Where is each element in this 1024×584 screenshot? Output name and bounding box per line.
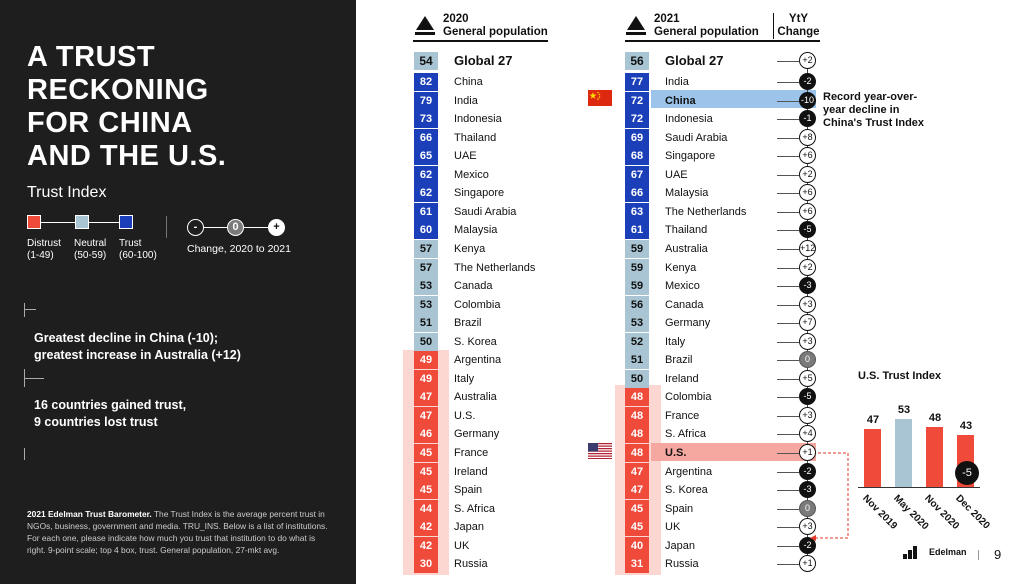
country-label: Japan xyxy=(454,521,484,534)
trust-value: 47 xyxy=(625,481,649,499)
change-connector xyxy=(777,323,799,324)
us-bar-value: 53 xyxy=(897,404,911,417)
trust-value: 51 xyxy=(414,314,438,332)
us-change-badge: -5 xyxy=(955,461,979,485)
change-badge: -3 xyxy=(799,277,816,294)
us-flag-icon xyxy=(588,443,612,459)
change-badge: +1 xyxy=(799,555,816,572)
trust-value: 61 xyxy=(625,221,649,239)
legend-neutral-label: Neutral (50-59) xyxy=(74,238,107,261)
change-plus-icon: + xyxy=(268,219,285,236)
change-badge: -10 xyxy=(799,92,816,109)
change-connector xyxy=(777,82,799,83)
trust-value: 53 xyxy=(414,277,438,295)
change-badge: +3 xyxy=(799,407,816,424)
trust-value: 59 xyxy=(625,277,649,295)
country-label: Malaysia xyxy=(454,224,498,237)
country-label: Argentina xyxy=(454,354,502,367)
change-badge: +6 xyxy=(799,184,816,201)
methodology-source: 2021 Edelman Trust Barometer. xyxy=(27,509,152,519)
legend-distrust-label: Distrust (1-49) xyxy=(27,238,61,261)
trust-value: 60 xyxy=(414,221,438,239)
col-2021-rule xyxy=(625,40,820,42)
edelman-logo: Edelman xyxy=(929,547,967,557)
change-badge: 0 xyxy=(799,351,816,368)
country-label: Kenya xyxy=(454,242,486,255)
country-label: Spain xyxy=(665,502,694,515)
country-label: The Netherlands xyxy=(454,261,536,274)
global-label: Global 27 xyxy=(454,53,513,68)
change-badge: +6 xyxy=(799,203,816,220)
country-label: Italy xyxy=(665,335,686,348)
change-connector xyxy=(777,138,799,139)
col-2020-rule xyxy=(413,40,548,42)
country-label: Russia xyxy=(665,558,699,571)
country-label: Canada xyxy=(454,280,493,293)
change-connector xyxy=(777,416,799,417)
change-badge: +2 xyxy=(799,52,816,69)
change-connector xyxy=(777,564,799,565)
finding-2: 16 countries gained trust, 9 countries lost trust xyxy=(34,398,187,429)
country-label: Spain xyxy=(454,484,483,497)
change-badge: 0 xyxy=(799,500,816,517)
country-label: Ireland xyxy=(454,465,488,478)
trust-value: 45 xyxy=(414,444,438,462)
global-value: 56 xyxy=(625,52,649,70)
country-label: S. Korea xyxy=(454,335,497,348)
country-label: Italy xyxy=(454,372,475,385)
change-badge: -2 xyxy=(799,463,816,480)
left-panel xyxy=(0,0,356,584)
pyramid-icon xyxy=(416,16,434,30)
change-connector xyxy=(777,490,799,491)
col-2021-header: 2021 General population xyxy=(654,13,759,38)
global-label: Global 27 xyxy=(665,53,724,68)
country-label: U.S. xyxy=(454,409,476,422)
trust-value: 63 xyxy=(625,203,649,221)
country-label: India xyxy=(665,76,689,88)
country-label: China xyxy=(665,94,696,107)
us-bar xyxy=(895,419,912,487)
trust-value: 61 xyxy=(414,203,438,221)
change-badge: +2 xyxy=(799,259,816,276)
trust-value: 77 xyxy=(625,73,649,91)
page-number: 9 xyxy=(994,547,1002,562)
us-bar xyxy=(864,429,881,487)
country-label: Indonesia xyxy=(665,113,713,126)
legend-trust-label: Trust (60-100) xyxy=(119,238,157,261)
change-badge: -2 xyxy=(799,537,816,554)
country-label: Ireland xyxy=(665,372,699,385)
country-label: Canada xyxy=(665,298,704,311)
finding-marker xyxy=(24,303,25,317)
change-connector xyxy=(777,527,799,528)
legend-connector xyxy=(41,222,75,223)
trust-value: 57 xyxy=(414,259,438,277)
change-badge: +3 xyxy=(799,333,816,350)
trust-value: 44 xyxy=(414,500,438,518)
trust-value: 40 xyxy=(625,537,649,555)
trust-value: 45 xyxy=(625,500,649,518)
trust-value: 66 xyxy=(414,129,438,147)
col-2020-header: 2020 General population xyxy=(443,13,548,38)
trust-value: 48 xyxy=(625,444,649,462)
change-connector xyxy=(777,212,799,213)
trust-value: 45 xyxy=(414,481,438,499)
country-label: Argentina xyxy=(665,465,713,478)
yty-change-header: YtY Change xyxy=(773,13,823,39)
trust-value: 59 xyxy=(625,240,649,258)
finding-marker xyxy=(24,378,44,379)
trust-value: 82 xyxy=(414,73,438,91)
trust-value: 47 xyxy=(414,407,438,425)
trust-value: 68 xyxy=(625,147,649,165)
trust-value: 65 xyxy=(414,147,438,165)
change-badge: +7 xyxy=(799,314,816,331)
trust-value: 42 xyxy=(414,518,438,536)
trust-value: 45 xyxy=(625,518,649,536)
change-connector xyxy=(777,509,799,510)
country-label: France xyxy=(454,447,489,459)
change-badge: +5 xyxy=(799,370,816,387)
change-minus-icon: - xyxy=(187,219,204,236)
change-badge: -3 xyxy=(799,481,816,498)
change-badge: +3 xyxy=(799,296,816,313)
change-badge: +12 xyxy=(799,240,816,257)
trust-value: 59 xyxy=(625,259,649,277)
country-label: S. Korea xyxy=(665,484,708,497)
country-label: France xyxy=(665,409,700,422)
trust-value: 48 xyxy=(625,388,649,406)
trust-value: 56 xyxy=(625,296,649,314)
change-connector xyxy=(777,119,799,120)
country-label: Singapore xyxy=(454,187,505,200)
global-value: 54 xyxy=(414,52,438,70)
country-label: Australia xyxy=(665,242,708,255)
legend-distrust-swatch xyxy=(27,215,41,229)
country-label: UK xyxy=(454,539,470,552)
country-label: Russia xyxy=(454,558,488,571)
us-bar-category: Dec 2020 xyxy=(953,493,992,532)
trust-value: 46 xyxy=(414,425,438,443)
us-connector-arrow xyxy=(810,452,850,542)
trust-value: 47 xyxy=(625,463,649,481)
change-badge: +6 xyxy=(799,147,816,164)
country-label: Malaysia xyxy=(665,187,709,200)
trust-value: 73 xyxy=(414,110,438,128)
us-trust-index-title: U.S. Trust Index xyxy=(858,370,942,382)
country-label: Brazil xyxy=(665,354,693,367)
country-label: India xyxy=(454,94,478,107)
country-label: S. Africa xyxy=(665,428,706,441)
change-badge: +1 xyxy=(799,444,816,461)
country-label: U.S. xyxy=(665,447,687,459)
change-connector xyxy=(777,434,799,435)
trust-value: 62 xyxy=(414,184,438,202)
change-connector xyxy=(777,268,799,269)
trust-value: 53 xyxy=(625,314,649,332)
country-label: Colombia xyxy=(665,391,712,404)
change-connector xyxy=(777,101,799,102)
country-label: Colombia xyxy=(454,298,501,311)
country-label: Saudi Arabia xyxy=(454,205,517,218)
trust-value: 66 xyxy=(625,184,649,202)
trust-value: 67 xyxy=(625,166,649,184)
country-label: China xyxy=(454,76,483,88)
slide-subtitle: Trust Index xyxy=(27,184,107,201)
finding-marker xyxy=(24,448,25,460)
country-label: The Netherlands xyxy=(665,205,747,218)
change-badge: +8 xyxy=(799,129,816,146)
country-label: Indonesia xyxy=(454,113,502,126)
trust-value: 50 xyxy=(414,333,438,351)
change-connector xyxy=(777,286,799,287)
change-connector xyxy=(777,379,799,380)
country-label: Brazil xyxy=(454,317,482,330)
legend-divider xyxy=(166,216,167,238)
change-badge: -5 xyxy=(799,221,816,238)
trust-value: 52 xyxy=(625,333,649,351)
trust-value: 45 xyxy=(414,463,438,481)
country-label: UK xyxy=(665,521,681,534)
country-label: Japan xyxy=(665,539,695,552)
country-label: Kenya xyxy=(665,261,697,274)
change-connector xyxy=(777,453,799,454)
china-flag-icon xyxy=(588,90,612,106)
change-badge: +2 xyxy=(799,166,816,183)
change-badge: -2 xyxy=(799,73,816,90)
change-connector xyxy=(777,61,799,62)
finding-marker xyxy=(24,309,36,310)
slide-title: A TRUST RECKONING FOR CHINA AND THE U.S. xyxy=(27,41,227,172)
country-label: Saudi Arabia xyxy=(665,131,728,144)
trust-value: 31 xyxy=(625,555,649,573)
country-label: Australia xyxy=(454,391,497,404)
trust-value: 50 xyxy=(625,370,649,388)
change-connector xyxy=(777,193,799,194)
trust-value: 48 xyxy=(625,425,649,443)
pyramid-base-icon xyxy=(415,32,435,35)
legend-neutral-swatch xyxy=(75,215,89,229)
trust-value: 42 xyxy=(414,537,438,555)
pyramid-base-icon xyxy=(626,32,646,35)
trust-value: 49 xyxy=(414,370,438,388)
change-badge: +4 xyxy=(799,425,816,442)
country-label: UAE xyxy=(665,168,688,181)
china-annotation: Record year-over-year decline in China's Trust Index xyxy=(823,91,925,129)
country-label: Germany xyxy=(454,428,500,441)
country-label: Germany xyxy=(665,317,711,330)
country-label: Mexico xyxy=(454,168,489,181)
trust-value: 79 xyxy=(414,92,438,110)
us-bar-value: 48 xyxy=(928,411,942,424)
edelman-logo-icon xyxy=(903,545,927,559)
change-connector xyxy=(777,342,799,343)
finding-1: Greatest decline in China (-10); greatest increase in Australia (+12) xyxy=(34,331,241,362)
us-bar-value: 43 xyxy=(959,419,973,432)
trust-value: 72 xyxy=(625,92,649,110)
country-label: Thailand xyxy=(665,224,708,237)
country-label: Thailand xyxy=(454,131,497,144)
change-zero-icon: 0 xyxy=(227,219,244,236)
change-legend-label: Change, 2020 to 2021 xyxy=(187,243,291,255)
change-badge: -5 xyxy=(799,388,816,405)
legend-trust-swatch xyxy=(119,215,133,229)
us-chart-axis xyxy=(858,487,980,488)
us-bar-category: Nov 2019 xyxy=(860,493,900,532)
trust-value: 51 xyxy=(625,351,649,369)
trust-value: 48 xyxy=(625,407,649,425)
pyramid-icon xyxy=(627,16,645,30)
change-badge: +3 xyxy=(799,518,816,535)
us-bar-category: May 2020 xyxy=(891,493,931,533)
us-bar-category: Nov 2020 xyxy=(922,493,962,532)
trust-value: 62 xyxy=(414,166,438,184)
change-connector xyxy=(777,546,799,547)
change-connector xyxy=(777,249,799,250)
change-connector xyxy=(777,397,799,398)
change-badge: -1 xyxy=(799,110,816,127)
trust-value: 69 xyxy=(625,129,649,147)
country-label: Mexico xyxy=(665,280,700,293)
change-connector xyxy=(777,156,799,157)
trust-value: 53 xyxy=(414,296,438,314)
us-bar xyxy=(926,427,943,487)
trust-value: 57 xyxy=(414,240,438,258)
country-label: S. Africa xyxy=(454,502,495,515)
country-label: Singapore xyxy=(665,150,716,163)
methodology-note xyxy=(27,508,332,556)
change-connector xyxy=(777,360,799,361)
trust-value: 49 xyxy=(414,351,438,369)
change-connector xyxy=(777,305,799,306)
change-connector xyxy=(777,472,799,473)
change-connector xyxy=(777,175,799,176)
legend-connector xyxy=(89,222,119,223)
trust-value: 72 xyxy=(625,110,649,128)
change-connector xyxy=(777,230,799,231)
country-label: UAE xyxy=(454,150,477,163)
trust-value: 47 xyxy=(414,388,438,406)
footer-divider xyxy=(978,550,979,560)
us-bar-value: 47 xyxy=(866,413,880,426)
methodology-text: The Trust Index is the average percent trust in NGOs, business, government and media. TRU_INS. Below is a list of institutions. For each one, please indicate how much you trust that institution to do what is right. 9-point scale; top 4 box, trust. General population, 27-mkt avg. xyxy=(27,509,328,555)
trust-value: 30 xyxy=(414,555,438,573)
